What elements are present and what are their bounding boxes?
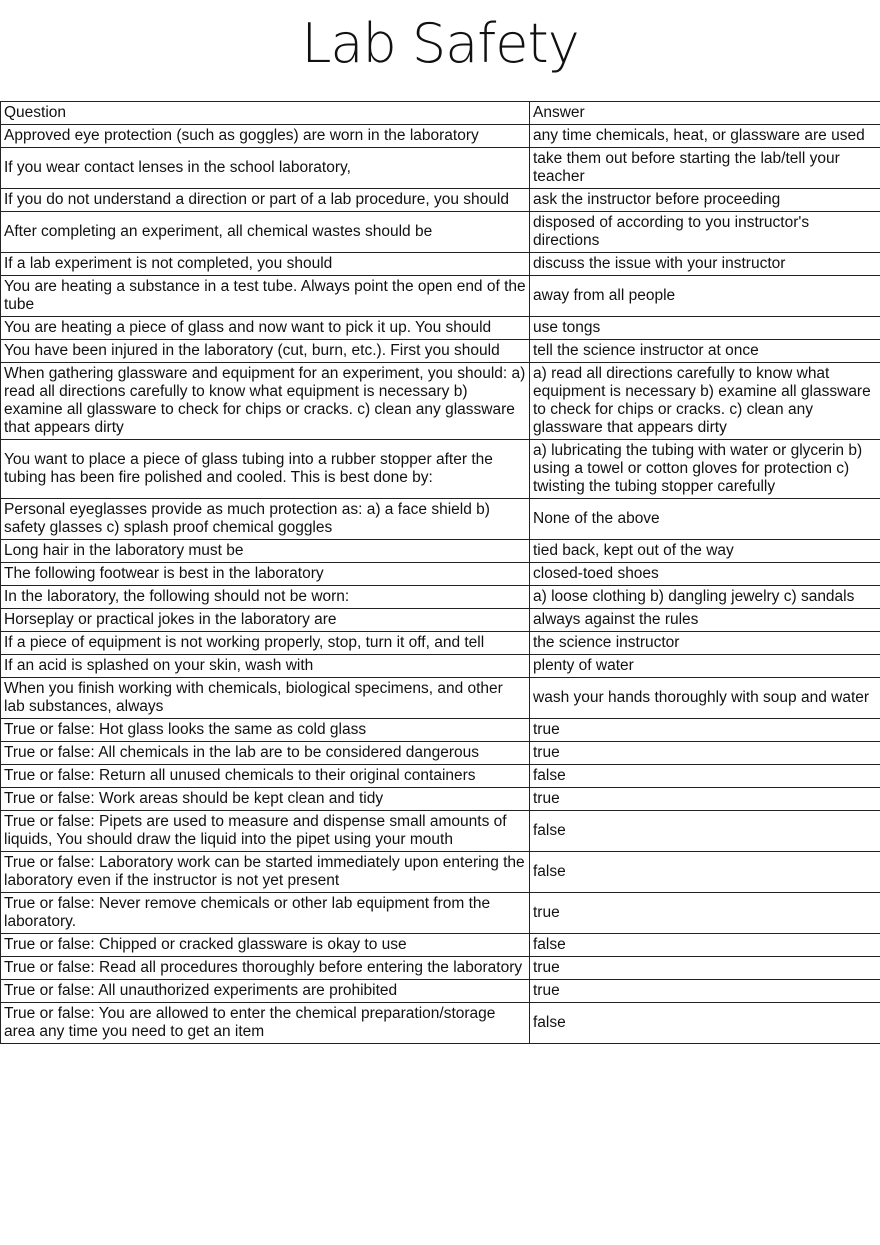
question-cell: True or false: All unauthorized experiments are prohibited [1, 980, 530, 1003]
column-header-question: Question [1, 102, 530, 125]
table-row [1, 125, 880, 148]
answer-cell: tied back, kept out of the way [530, 540, 880, 563]
table-row [1, 212, 880, 253]
table-row [1, 563, 880, 586]
answer-cell: a) read all directions carefully to know what equipment is necessary b) examine all glassware to check for chips or cracks. c) clean any glassware that appears dirty [530, 363, 880, 440]
answer-cell: disposed of according to you instructor's directions [530, 212, 880, 253]
table-row [1, 632, 880, 655]
question-cell: When gathering glassware and equipment for an experiment, you should: a) read all directions carefully to know what equipment is necessary b) examine all glassware to check for chips or cracks. c) clean any glassware that appears dirty [1, 363, 530, 440]
answer-cell: true [530, 980, 880, 1003]
table-row [1, 678, 880, 719]
table-row [1, 852, 880, 893]
question-cell: True or false: Never remove chemicals or other lab equipment from the laboratory. [1, 893, 530, 934]
table-row [1, 253, 880, 276]
question-cell: True or false: Pipets are used to measure and dispense small amounts of liquids, You should draw the liquid into the pipet using your mouth [1, 811, 530, 852]
table-row [1, 340, 880, 363]
question-cell: The following footwear is best in the laboratory [1, 563, 530, 586]
question-cell: If a piece of equipment is not working properly, stop, turn it off, and tell [1, 632, 530, 655]
table-row [1, 317, 880, 340]
answer-cell: discuss the issue with your instructor [530, 253, 880, 276]
table-header-row [1, 102, 880, 125]
question-cell: Personal eyeglasses provide as much protection as: a) a face shield b) safety glasses c) splash proof chemical goggles [1, 499, 530, 540]
answer-cell: a) loose clothing b) dangling jewelry c) sandals [530, 586, 880, 609]
answer-cell: false [530, 934, 880, 957]
question-cell: If you do not understand a direction or part of a lab procedure, you should [1, 189, 530, 212]
question-cell: If a lab experiment is not completed, you should [1, 253, 530, 276]
answer-cell: true [530, 719, 880, 742]
table-row [1, 765, 880, 788]
answer-cell: plenty of water [530, 655, 880, 678]
question-cell: You want to place a piece of glass tubing into a rubber stopper after the tubing has been fire polished and cooled. This is best done by: [1, 440, 530, 499]
question-cell: After completing an experiment, all chemical wastes should be [1, 212, 530, 253]
answer-cell: wash your hands thoroughly with soup and water [530, 678, 880, 719]
table-row [1, 609, 880, 632]
question-cell: True or false: Hot glass looks the same as cold glass [1, 719, 530, 742]
table-row [1, 893, 880, 934]
table-row [1, 742, 880, 765]
question-cell: Long hair in the laboratory must be [1, 540, 530, 563]
question-cell: You are heating a piece of glass and now want to pick it up. You should [1, 317, 530, 340]
qa-table [0, 101, 880, 1044]
table-row [1, 440, 880, 499]
question-cell: True or false: You are allowed to enter the chemical preparation/storage area any time you need to get an item [1, 1003, 530, 1044]
question-cell: True or false: Chipped or cracked glassware is okay to use [1, 934, 530, 957]
answer-cell: always against the rules [530, 609, 880, 632]
answer-cell: tell the science instructor at once [530, 340, 880, 363]
table-row [1, 586, 880, 609]
question-cell: True or false: All chemicals in the lab are to be considered dangerous [1, 742, 530, 765]
answer-cell: the science instructor [530, 632, 880, 655]
answer-cell: away from all people [530, 276, 880, 317]
question-cell: If an acid is splashed on your skin, wash with [1, 655, 530, 678]
table-row [1, 655, 880, 678]
table-row [1, 499, 880, 540]
question-cell: Horseplay or practical jokes in the laboratory are [1, 609, 530, 632]
question-cell: When you finish working with chemicals, biological specimens, and other lab substances, always [1, 678, 530, 719]
answer-cell: true [530, 742, 880, 765]
question-cell: True or false: Work areas should be kept clean and tidy [1, 788, 530, 811]
table-row [1, 1003, 880, 1044]
answer-cell: true [530, 788, 880, 811]
question-cell: Approved eye protection (such as goggles) are worn in the laboratory [1, 125, 530, 148]
answer-cell: closed-toed shoes [530, 563, 880, 586]
table-row [1, 980, 880, 1003]
column-header-answer: Answer [530, 102, 880, 125]
question-cell: True or false: Return all unused chemicals to their original containers [1, 765, 530, 788]
answer-cell: ask the instructor before proceeding [530, 189, 880, 212]
page-title: Lab Safety [301, 12, 579, 75]
table-row [1, 811, 880, 852]
answer-cell: true [530, 893, 880, 934]
answer-cell: true [530, 957, 880, 980]
answer-cell: a) lubricating the tubing with water or glycerin b) using a towel or cotton gloves for protection c) twisting the tubing stopper carefully [530, 440, 880, 499]
answer-cell: false [530, 765, 880, 788]
question-cell: True or false: Laboratory work can be started immediately upon entering the laboratory even if the instructor is not yet present [1, 852, 530, 893]
table-row [1, 788, 880, 811]
question-cell: If you wear contact lenses in the school laboratory, [1, 148, 530, 189]
question-cell: True or false: Read all procedures thoroughly before entering the laboratory [1, 957, 530, 980]
table-row [1, 148, 880, 189]
answer-cell: false [530, 811, 880, 852]
answer-cell: false [530, 1003, 880, 1044]
answer-cell: any time chemicals, heat, or glassware are used [530, 125, 880, 148]
question-cell: In the laboratory, the following should not be worn: [1, 586, 530, 609]
question-cell: You have been injured in the laboratory (cut, burn, etc.). First you should [1, 340, 530, 363]
table-row [1, 363, 880, 440]
table-row [1, 276, 880, 317]
table-row [1, 957, 880, 980]
answer-cell: use tongs [530, 317, 880, 340]
answer-cell: false [530, 852, 880, 893]
answer-cell: take them out before starting the lab/tell your teacher [530, 148, 880, 189]
table-row [1, 934, 880, 957]
table-row [1, 189, 880, 212]
table-row [1, 540, 880, 563]
answer-cell: None of the above [530, 499, 880, 540]
question-cell: You are heating a substance in a test tube. Always point the open end of the tube [1, 276, 530, 317]
table-row [1, 719, 880, 742]
